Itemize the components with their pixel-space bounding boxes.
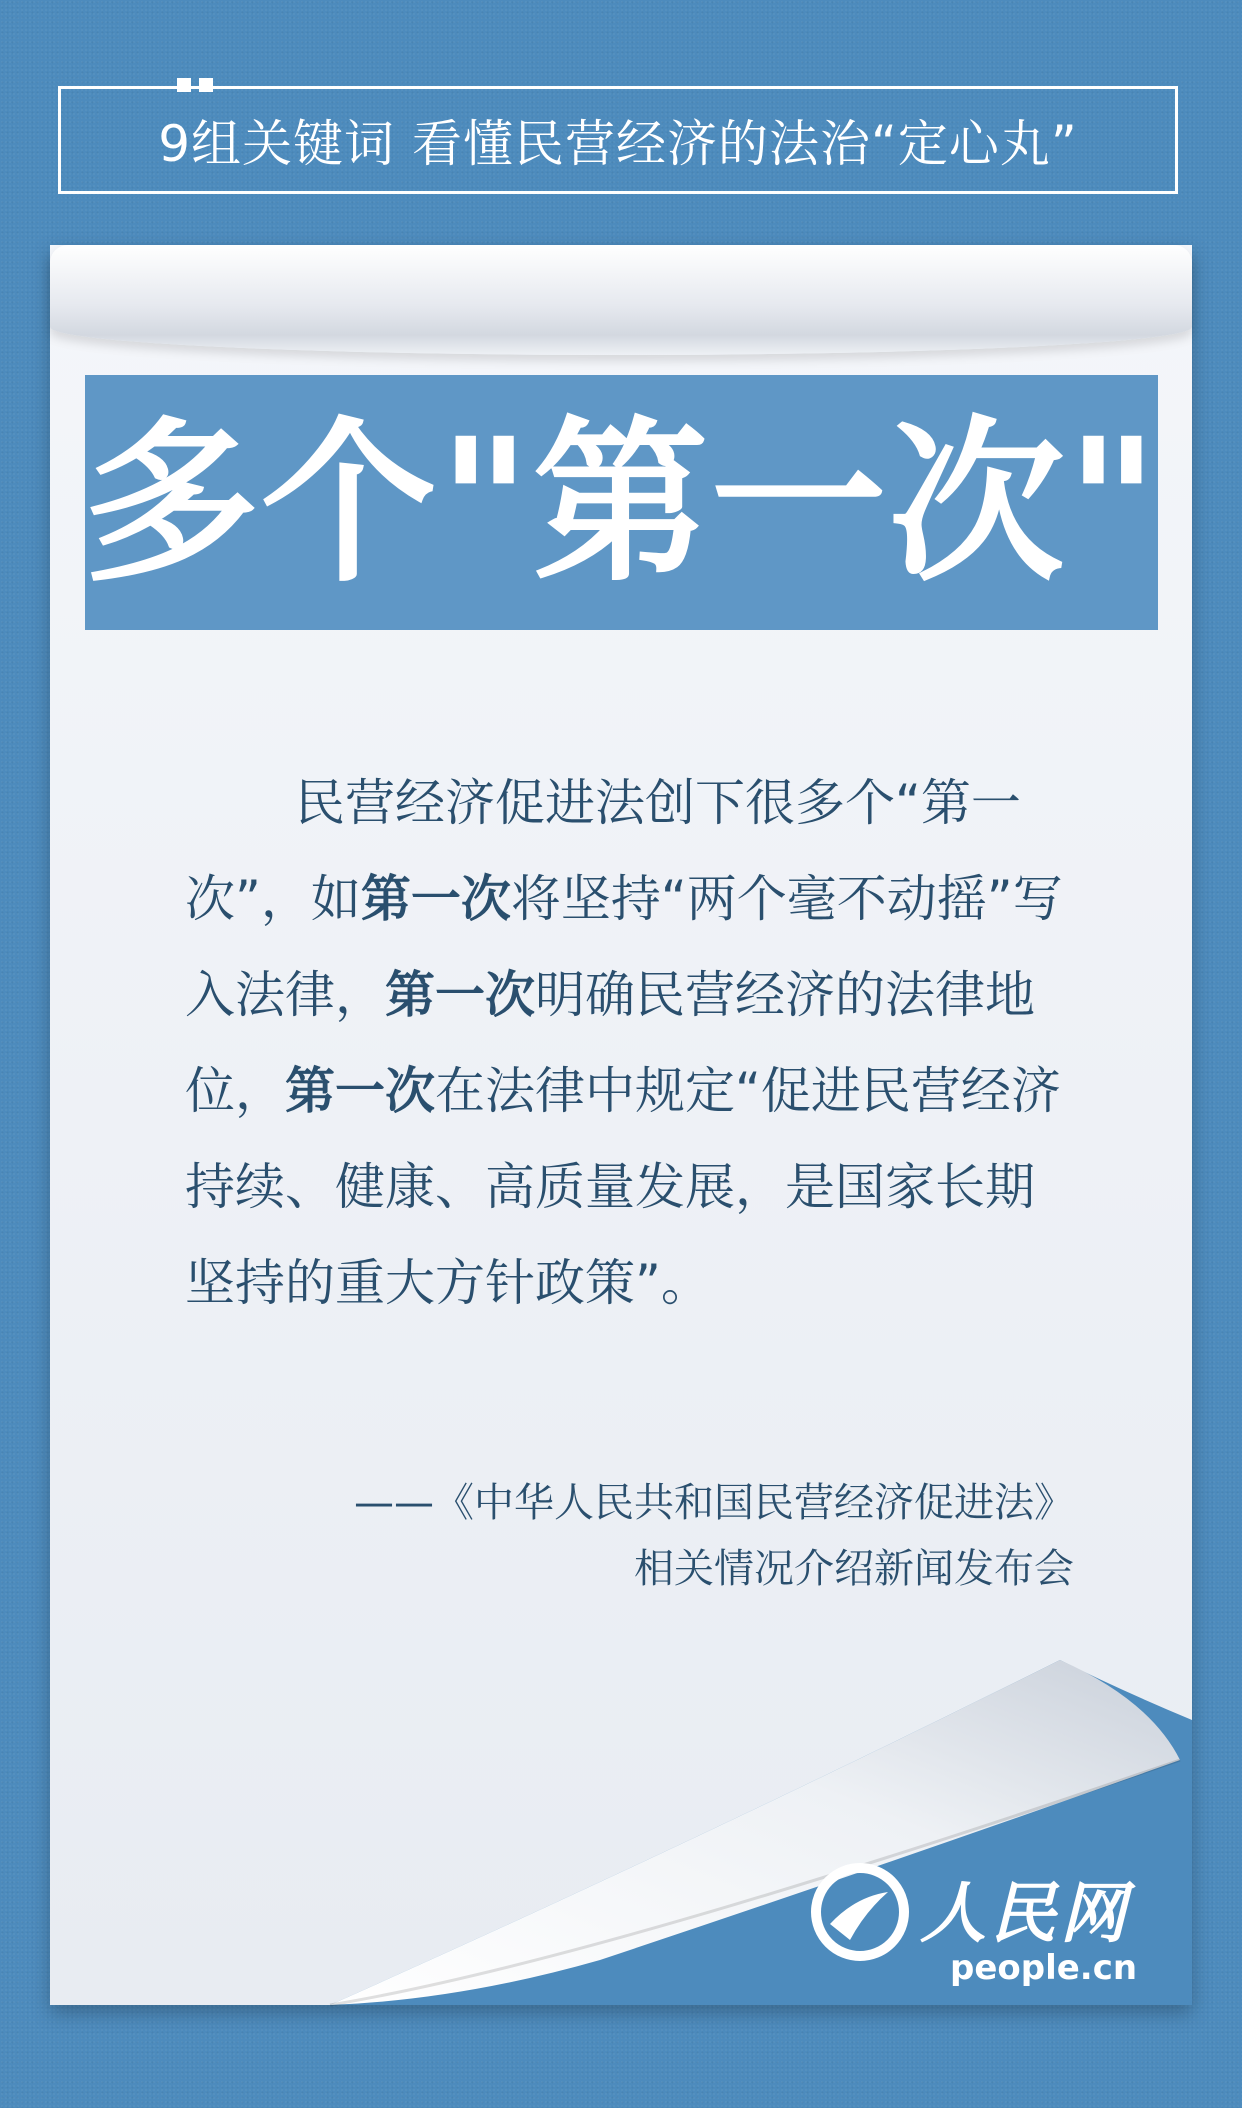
people-logo-icon	[810, 1862, 910, 1962]
people-cn-logo	[810, 1860, 1138, 1990]
headline: 多个"第一次"	[82, 398, 1161, 606]
logo-url: people.cn	[950, 1948, 1138, 1988]
source-line-2: 相关情况介绍新闻发布会	[634, 1546, 1074, 1592]
logo-text: 人民网	[920, 1874, 1130, 1952]
paragraph-segment: 明确民营经济的法律地位，	[185, 966, 1035, 1120]
header-title: 9组关键词 看懂民营经济的法治“定心丸”	[158, 115, 1078, 173]
paragraph-segment: 将坚持“两个毫不动摇”写入法律，	[185, 870, 1063, 1024]
paragraph-segment: 民营经济促进法创下很多个“第一次”，如	[185, 774, 1021, 928]
paragraph-segment: 在法律中规定“促进民营经济持续、健康、高质量发展，是国家长期坚持的重大方针政策”。	[185, 1062, 1061, 1312]
source-line-1: ——《中华人民共和国民营经济促进法》	[354, 1480, 1074, 1526]
paragraph-emphasis: 第一次	[385, 965, 535, 1024]
paragraph-emphasis: 第一次	[285, 1061, 435, 1120]
paragraph-emphasis: 第一次	[360, 869, 511, 928]
